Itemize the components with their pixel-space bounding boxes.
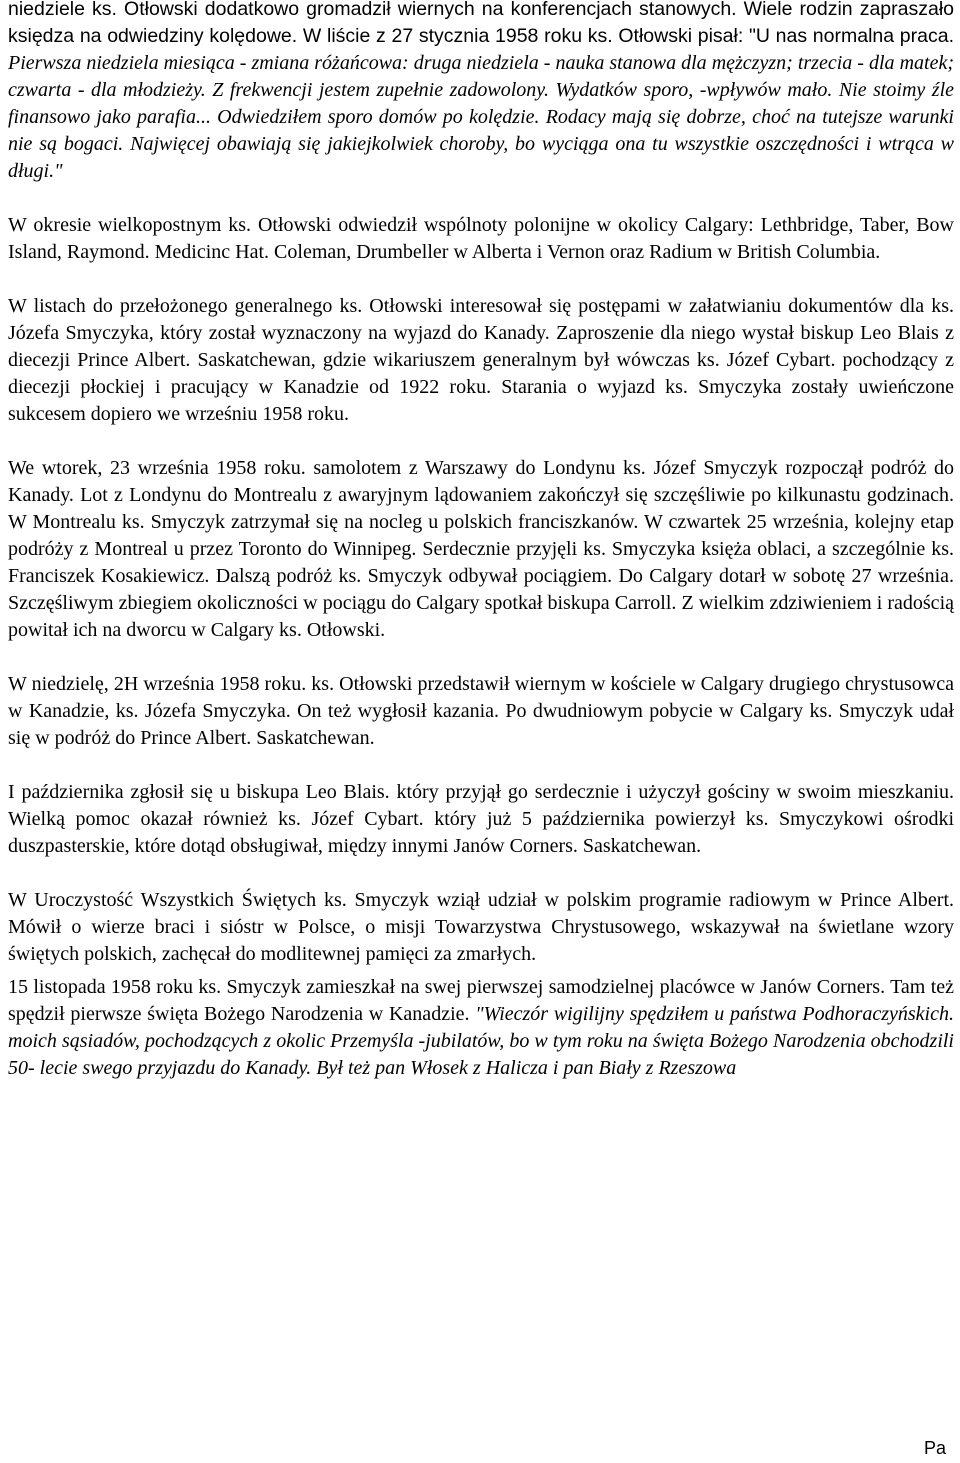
paragraph-text: W listach do przełożonego generalnego ks. Otłowski interesował się postępami w załatwianiu dokumentów dla ks. Józefa Smyczyka, który został wyznaczony na wyjazd do Kanady. Zaproszenie dla niego wystał biskup Leo Blais z diecezji Prince Albert. Saskatchewan, gdzie wikariuszem generalnym był wówczas ks. Józef Cybart. pochodzący z diecezji płockiej i pracujący w Kanadzie od 1922 roku. Starania o wyjazd ks. Smyczyka zostały uwieńczone sukcesem dopiero we wrześniu 1958 roku.: [8, 295, 954, 425]
paragraph-spacer: [8, 185, 954, 212]
paragraph-letter-1958: [8, 0, 954, 185]
paragraph-journey: [8, 455, 954, 644]
paragraph-documents: [8, 293, 954, 428]
paragraph-spacer: [8, 860, 954, 887]
paragraph-october: [8, 779, 954, 860]
paragraph-spacer: [8, 428, 954, 455]
paragraph-sunday-introduction: [8, 671, 954, 752]
paragraph-text: W Uroczystość Wszystkich Świętych ks. Smyczyk wziął udział w polskim programie radiowym w Prince Albert. Mówił o wierze braci i sióstr w Polsce, o misji Towarzystwa Chrystusowego, wskazywał na świetlane wzory świętych polskich, zachęcał do modlitewnej pamięci za zmarłych.: [8, 889, 954, 965]
quoted-letter-text: "Wieczór wigilijny spędziłem u państwa Podhoraczyńskich. moich sąsiadów, pochodzących z okolic Przemyśla -jubilatów, bo w tym roku na święta Bożego Narodzenia obchodzili 50- lecie swego przyjazdu do Kanady. Był też pan Włosek z Halicza i pan Biały z Rzeszowa: [8, 1003, 954, 1079]
quoted-letter-text: Pierwsza niedziela miesiąca - zmiana różańcowa: druga niedziela - nauka stanowa dla mężczyzn; trzecia - dla matek; czwarta - dla młodzieży. Z frekwencji jestem zupełnie zadowolony. Wydatków sporo, -wpływów mało. Nie stoimy źle finansowo jako parafia... Odwiedziłem sporo domów po kolędzie. Rodacy mają się dobrze, choć na tutejsze warunki nie są bogaci. Najwięcej obawiają się jakiejkolwiek choroby, bo wyciąga ona tu wszystkie oszczędności i wtrąca w długi.": [8, 52, 954, 182]
paragraph-text: niedziele ks. Otłowski dodatkowo gromadził wiernych na konferencjach stanowych. Wiele rodzin zapraszało księdza na odwiedziny kolędowe. W liście z 27 stycznia 1958 roku ks. Otłowski pisał: "U nas normalna praca.: [8, 0, 954, 47]
paragraph-text: I października zgłosił się u biskupa Leo Blais. który przyjął go serdecznie i użyczył gościny w swoim mieszkaniu. Wielką pomoc okazał również ks. Józef Cybart. który już 5 października powierzył ks. Smyczykowi ośrodki duszpasterskie, które dotąd obsługiwał, między innymi Janów Corners. Saskatchewan.: [8, 781, 954, 857]
paragraph-text: 15 listopada 1958 roku ks. Smyczyk zamieszkał na swej pierwszej samodzielnej placówce w Janów Corners. Tam też spędził pierwsze święta Bożego Narodzenia w Kanadzie.: [8, 976, 954, 1025]
paragraph-spacer: [8, 266, 954, 293]
paragraph-spacer: [8, 644, 954, 671]
paragraph-spacer: [8, 752, 954, 779]
paragraph-text: W okresie wielkopostnym ks. Otłowski odwiedził wspólnoty polonijne w okolicy Calgary: Lethbridge, Taber, Bow Island, Raymond. Medicinc Hat. Coleman, Drumbeller w Alberta i Vernon oraz Radium w British Columbia.: [8, 214, 954, 263]
paragraph-text: W niedzielę, 2H września 1958 roku. ks. Otłowski przedstawił wiernym w kościele w Calgary drugiego chrystusowca w Kanadzie, ks. Józefa Smyczyka. On też wygłosił kazania. Po dwudniowym pobycie w Calgary ks. Smyczyk udał się w podróż do Prince Albert. Saskatchewan.: [8, 673, 954, 749]
paragraph-november: [8, 974, 954, 1082]
paragraph-all-saints: [8, 887, 954, 968]
document-page: [8, 0, 954, 1082]
paragraph-text: We wtorek, 23 września 1958 roku. samolotem z Warszawy do Londynu ks. Józef Smyczyk rozpoczął podróż do Kanady. Lot z Londynu do Montrealu z awaryjnym lądowaniem zakończył się szczęśliwie po kilkunastu godzinach. W Montrealu ks. Smyczyk zatrzymał się na nocleg u polskich franciszkanów. W czwartek 25 września, kolejny etap podróży z Montreal u przez Toronto do Winnipeg. Serdecznie przyjęli ks. Smyczyka księża oblaci, a szczególnie ks. Franciszek Kosakiewicz. Dalszą podróż ks. Smyczyk odbywał pociągiem. Do Calgary dotarł w sobotę 27 września. Szczęśliwym zbiegiem okoliczności w pociągu do Calgary spotkał biskupa Carroll. Z wielkim zdziwieniem i radością powitał ich na dworcu w Calgary ks. Otłowski.: [8, 457, 954, 641]
page-footer-mark: Pa: [923, 1438, 946, 1458]
paragraph-lent-visits: [8, 212, 954, 266]
